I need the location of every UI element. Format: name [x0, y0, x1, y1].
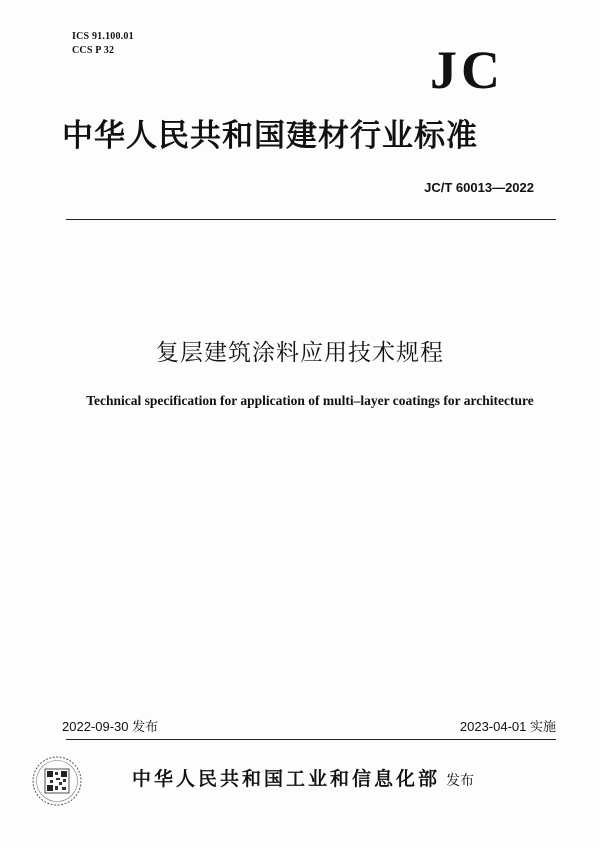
classification-codes	[72, 30, 134, 58]
standard-category-title: 中华人民共和国建材行业标准	[62, 118, 478, 154]
implementation-date: 2023-04-01 实施	[459, 719, 556, 734]
ccs-code: CCS P 32	[72, 45, 115, 56]
qr-seal-icon	[31, 755, 83, 807]
bottom-divider	[66, 739, 556, 740]
ics-code: ICS 91.100.01	[72, 31, 134, 42]
publisher-name: 中华人民共和国工业和信息化部	[132, 768, 441, 790]
publish-label: 发布	[446, 773, 474, 789]
standard-number: JC/T 60013—2022	[424, 180, 534, 195]
document-title-chinese: 复层建筑涂料应用技术规程	[156, 340, 444, 366]
issue-date: 2022-09-30 发布	[62, 719, 159, 734]
jc-logo: JC	[430, 40, 504, 100]
top-divider	[66, 219, 556, 220]
document-title-english: Technical specification for application of multi–layer coatings for architecture	[86, 393, 534, 408]
